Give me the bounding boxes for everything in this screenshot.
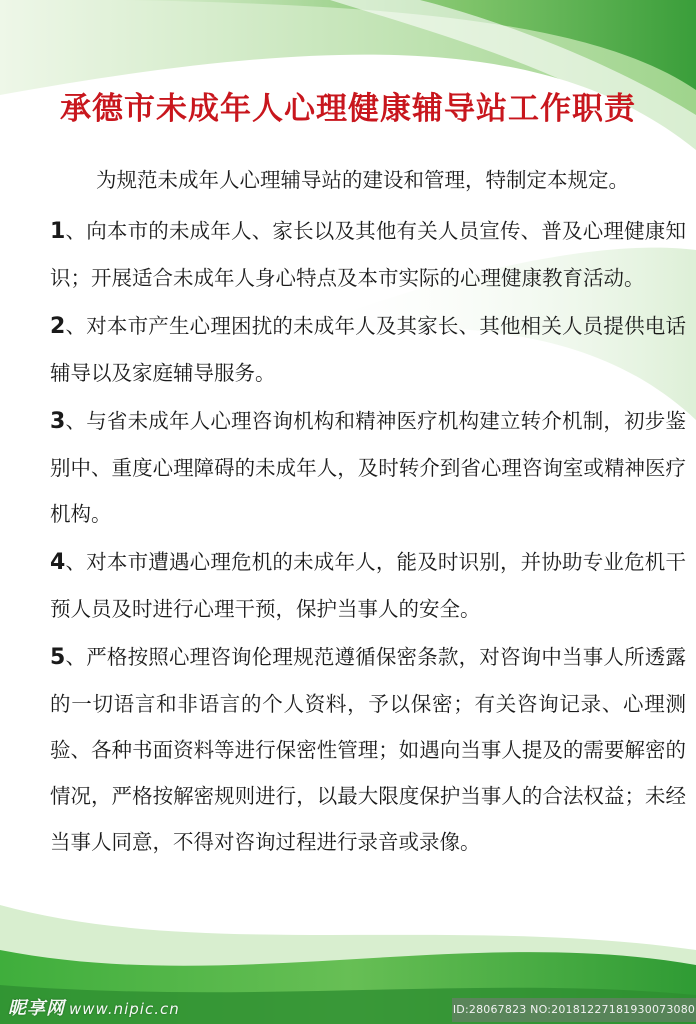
duty-item-2 [50,303,686,396]
item-text: 、对本市产生心理困扰的未成年人及其家长、其他相关人员提供电话辅导以及家庭辅导服务。 [50,314,686,385]
document-body [50,160,686,867]
item-number: 1 [50,219,66,244]
intro-paragraph: 为规范未成年人心理辅导站的建设和管理，特制定本规定。 [96,168,629,192]
item-text: 、向本市的未成年人、家长以及其他有关人员宣传、普及心理健康知识；开展适合未成年人身心特点及本市实际的心理健康教育活动。 [50,219,686,290]
duty-item-5 [50,634,686,865]
image-id-strip: ID:28067823 NO:20181227181930073080 [452,998,696,1022]
watermark-url: www.nipic.cn [69,1000,180,1018]
item-number: 5 [50,645,66,670]
item-text: 、对本市遭遇心理危机的未成年人，能及时识别，并协助专业危机干预人员及时进行心理干预，保护当事人的安全。 [50,550,686,621]
item-text: 、与省未成年人心理咨询机构和精神医疗机构建立转介机制，初步鉴别中、重度心理障碍的未成年人，及时转介到省心理咨询室或精神医疗机构。 [50,409,686,526]
duty-item-4 [50,539,686,632]
watermark-brand: 昵享网 [8,998,65,1019]
item-text: 、严格按照心理咨询伦理规范遵循保密条款，对咨询中当事人所透露的一切语言和非语言的个人资料，予以保密；有关咨询记录、心理测验、各种书面资料等进行保密性管理；如遇向当事人提及的需要解密的情况，严格按解密规则进行，以最大限度保护当事人的合法权益；未经当事人同意，不得对咨询过程进行录音或录像。 [50,645,686,854]
site-watermark [8,994,180,1020]
item-number: 3 [50,409,66,434]
duty-item-1 [50,208,686,301]
item-number: 2 [50,314,66,339]
duty-item-3 [50,398,686,537]
page-title: 承德市未成年人心理健康辅导站工作职责 [60,91,636,127]
item-number: 4 [50,550,66,575]
